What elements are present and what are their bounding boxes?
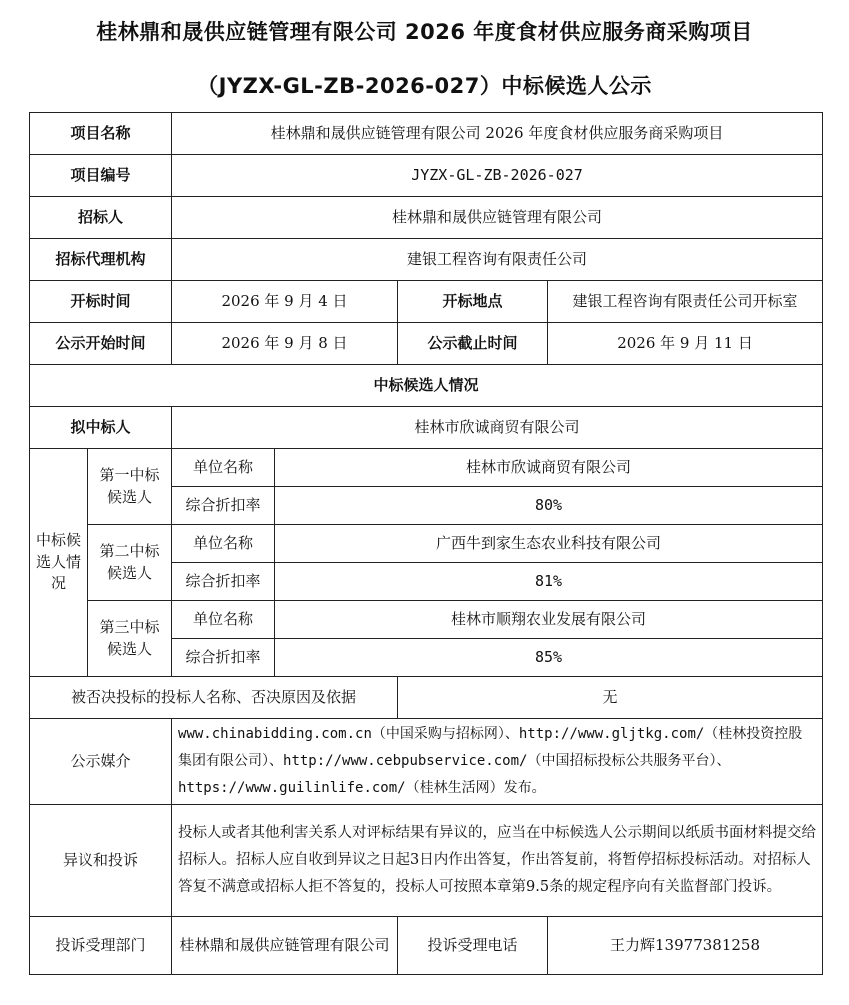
complaint-dept-label: 投诉受理部门 xyxy=(30,917,172,975)
publicity-start-label: 公示开始时间 xyxy=(30,323,172,365)
candidate-3-rank: 第三中标候选人 xyxy=(88,601,172,677)
media-text: www.chinabidding.com.cn（中国采购与招标网）、http://www.gljtkg.com/（桂林投资控股集团有限公司）、http://www.cebpubservice.com/（中国招标投标公共服务平台）、https://www.guilinlife.com/（桂林生活网）发布。 xyxy=(172,719,823,805)
candidate-1-unit-value: 桂林市欣诚商贸有限公司 xyxy=(275,449,823,487)
publicity-start-value: 2026 年 9 月 8 日 xyxy=(172,323,398,365)
proposed-winner-label: 拟中标人 xyxy=(30,407,172,449)
opening-place-label: 开标地点 xyxy=(398,281,548,323)
row-project-name xyxy=(30,113,823,155)
project-number-value: JYZX-GL-ZB-2026-027 xyxy=(172,155,823,197)
notice-table xyxy=(29,112,823,975)
opening-time-value: 2026 年 9 月 4 日 xyxy=(172,281,398,323)
notice-title-line-2: （JYZX-GL-ZB-2026-027）中标候选人公示 xyxy=(197,74,652,98)
tenderer-label: 招标人 xyxy=(30,197,172,239)
row-tenderer xyxy=(30,197,823,239)
tenderer-value: 桂林鼎和晟供应链管理有限公司 xyxy=(172,197,823,239)
candidate-2-unit-label: 单位名称 xyxy=(172,525,275,563)
row-rejected xyxy=(30,677,823,719)
candidate-1-rate-value: 80% xyxy=(275,487,823,525)
project-number-label: 项目编号 xyxy=(30,155,172,197)
candidate-1-rank: 第一中标候选人 xyxy=(88,449,172,525)
agency-value: 建银工程咨询有限责任公司 xyxy=(172,239,823,281)
complaint-phone-label: 投诉受理电话 xyxy=(398,917,548,975)
row-opening xyxy=(30,281,823,323)
rejected-label: 被否决投标的投标人名称、否决原因及依据 xyxy=(30,677,398,719)
candidate-2-rank: 第二中标候选人 xyxy=(88,525,172,601)
candidate-3-unit-value: 桂林市顺翔农业发展有限公司 xyxy=(275,601,823,639)
candidate-1-unit-label: 单位名称 xyxy=(172,449,275,487)
candidate-2-rate-value: 81% xyxy=(275,563,823,601)
rejected-value: 无 xyxy=(398,677,823,719)
candidate-3-unit-label: 单位名称 xyxy=(172,601,275,639)
candidate-3-rate-label: 综合折扣率 xyxy=(172,639,275,677)
row-objection xyxy=(30,805,823,917)
project-name-label: 项目名称 xyxy=(30,113,172,155)
opening-time-label: 开标时间 xyxy=(30,281,172,323)
candidate-1-unit-row xyxy=(30,449,823,487)
complaint-dept-value: 桂林鼎和晟供应链管理有限公司 xyxy=(172,917,398,975)
row-section-heading xyxy=(30,365,823,407)
row-complaint xyxy=(30,917,823,975)
agency-label: 招标代理机构 xyxy=(30,239,172,281)
row-proposed-winner xyxy=(30,407,823,449)
candidate-3-rate-value: 85% xyxy=(275,639,823,677)
objection-text: 投标人或者其他利害关系人对评标结果有异议的，应当在中标候选人公示期间以纸质书面材料提交给招标人。招标人应自收到异议之日起3日内作出答复，作出答复前，将暂停招标投标活动。对招标人答复不满意或招标人拒不答复的，投标人可按照本章第9.5条的规定程序向有关监督部门投诉。 xyxy=(172,805,823,917)
objection-label: 异议和投诉 xyxy=(30,805,172,917)
candidate-2-unit-value: 广西牛到家生态农业科技有限公司 xyxy=(275,525,823,563)
candidate-2-rate-label: 综合折扣率 xyxy=(172,563,275,601)
row-publicity xyxy=(30,323,823,365)
media-label: 公示媒介 xyxy=(30,719,172,805)
project-name-value: 桂林鼎和晟供应链管理有限公司 2026 年度食材供应服务商采购项目 xyxy=(172,113,823,155)
notice-title-line-1: 桂林鼎和晟供应链管理有限公司 2026 年度食材供应服务商采购项目 xyxy=(96,20,753,44)
publicity-end-label: 公示截止时间 xyxy=(398,323,548,365)
candidate-1-rate-label: 综合折扣率 xyxy=(172,487,275,525)
opening-place-value: 建银工程咨询有限责任公司开标室 xyxy=(548,281,823,323)
row-media xyxy=(30,719,823,805)
candidates-group-label: 中标候选人情况 xyxy=(30,449,88,677)
candidate-3-unit-row xyxy=(30,601,823,639)
complaint-phone-value: 王力辉13977381258 xyxy=(548,917,823,975)
row-agency xyxy=(30,239,823,281)
candidate-2-unit-row xyxy=(30,525,823,563)
row-project-number xyxy=(30,155,823,197)
publicity-end-value: 2026 年 9 月 11 日 xyxy=(548,323,823,365)
proposed-winner-value: 桂林市欣诚商贸有限公司 xyxy=(172,407,823,449)
section-heading: 中标候选人情况 xyxy=(30,365,823,407)
